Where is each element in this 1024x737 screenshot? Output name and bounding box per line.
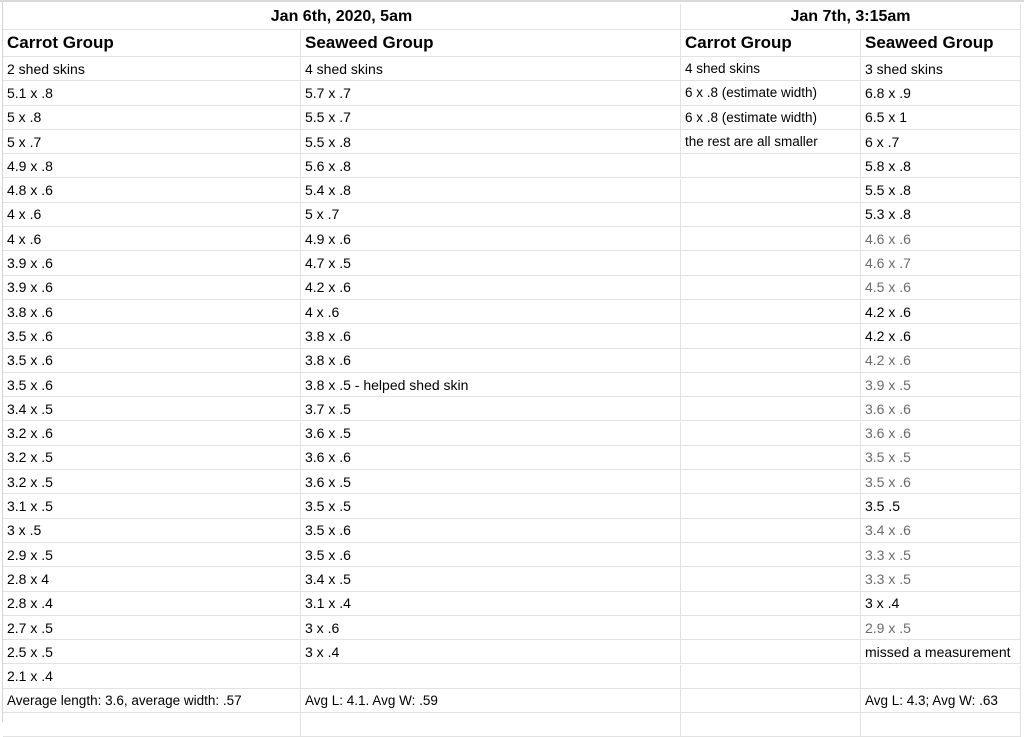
averages-row — [3, 689, 1021, 713]
cell-carrot-jan6[interactable]: 2 shed skins — [3, 57, 301, 80]
cell-seaweed-jan7[interactable]: 4.5 x .6 — [861, 276, 1021, 299]
cell-carrot-jan7[interactable] — [681, 300, 861, 323]
cell-carrot-jan7[interactable] — [681, 616, 861, 639]
cell-carrot-jan6[interactable]: 4.8 x .6 — [3, 179, 301, 202]
cell-carrot-jan7[interactable] — [681, 543, 861, 566]
cell-seaweed-jan7[interactable]: 3.3 x .5 — [861, 543, 1021, 566]
cell-carrot-jan6[interactable]: 4 x .6 — [3, 227, 301, 250]
cell-carrot-jan6[interactable]: 2.9 x .5 — [3, 543, 301, 566]
header-seaweed-jan7[interactable]: Seaweed Group — [861, 30, 1021, 56]
cell-carrot-jan6[interactable]: 3.5 x .6 — [3, 349, 301, 372]
cell-seaweed-jan7[interactable]: missed a measurement — [861, 640, 1021, 663]
cell-seaweed-jan7[interactable]: 5.8 x .8 — [861, 154, 1021, 177]
cell-seaweed-jan6[interactable]: 5.7 x .7 — [301, 81, 681, 104]
cell-seaweed-jan6[interactable]: 4.2 x .6 — [301, 276, 681, 299]
cell-carrot-jan6[interactable]: 3 x .5 — [3, 519, 301, 542]
cell-seaweed-jan6[interactable]: 4 shed skins — [301, 57, 681, 80]
cell-seaweed-jan7[interactable]: 3.5 x .6 — [861, 470, 1021, 493]
header-carrot-jan7[interactable]: Carrot Group — [681, 30, 861, 56]
cell-carrot-jan7[interactable] — [681, 324, 861, 347]
cell-carrot-jan6[interactable]: 4.9 x .8 — [3, 154, 301, 177]
cell-seaweed-jan6[interactable]: 5.5 x .8 — [301, 130, 681, 153]
cell-carrot-jan7[interactable] — [681, 592, 861, 615]
cell-seaweed-jan6[interactable]: 5.4 x .8 — [301, 179, 681, 202]
cell-seaweed-jan7[interactable]: 4.2 x .6 — [861, 300, 1021, 323]
cell-seaweed-jan7[interactable]: 5.5 x .8 — [861, 179, 1021, 202]
empty-cell[interactable] — [861, 713, 1021, 736]
cell-seaweed-jan7[interactable]: 3.4 x .6 — [861, 519, 1021, 542]
cell-seaweed-jan7[interactable]: 3.5 x .5 — [861, 446, 1021, 469]
cell-carrot-jan7[interactable] — [681, 640, 861, 663]
cell-carrot-jan6[interactable]: 2.5 x .5 — [3, 640, 301, 663]
cell-carrot-jan7[interactable] — [681, 349, 861, 372]
group-header-row — [3, 30, 1021, 57]
cell-carrot-jan7[interactable]: 6 x .8 (estimate width) — [681, 106, 861, 129]
cell-seaweed-jan7[interactable]: 4.6 x .7 — [861, 251, 1021, 274]
cell-seaweed-jan6[interactable] — [301, 665, 681, 688]
cell-seaweed-jan6[interactable]: 3.6 x .5 — [301, 422, 681, 445]
table-row — [3, 324, 1021, 348]
cell-seaweed-jan6[interactable]: 5.6 x .8 — [301, 154, 681, 177]
cell-carrot-jan6[interactable]: 3.1 x .5 — [3, 494, 301, 517]
cell-seaweed-jan6[interactable]: 3.8 x .6 — [301, 324, 681, 347]
cell-seaweed-jan6[interactable]: 5.5 x .7 — [301, 106, 681, 129]
table-row — [3, 373, 1021, 397]
table-row — [3, 203, 1021, 227]
table-row — [3, 567, 1021, 591]
cell-carrot-jan7[interactable] — [681, 373, 861, 396]
table-row — [3, 665, 1021, 689]
cell-carrot-jan7[interactable] — [681, 470, 861, 493]
header-carrot-jan6[interactable]: Carrot Group — [3, 30, 301, 56]
cell-carrot-jan6[interactable]: 2.7 x .5 — [3, 616, 301, 639]
date-header-row — [3, 4, 1021, 30]
empty-cell[interactable] — [681, 713, 861, 736]
empty-cell[interactable] — [301, 713, 681, 736]
cell-seaweed-jan6[interactable]: 3.7 x .5 — [301, 397, 681, 420]
table-row — [3, 397, 1021, 421]
cell-carrot-jan6[interactable]: 3.2 x .5 — [3, 446, 301, 469]
cell-seaweed-jan6[interactable]: 3.8 x .5 - helped shed skin — [301, 373, 681, 396]
average-carrot-jan7[interactable] — [681, 689, 861, 712]
table-row — [3, 640, 1021, 664]
cell-carrot-jan7[interactable] — [681, 519, 861, 542]
cell-carrot-jan7[interactable]: 4 shed skins — [681, 57, 861, 80]
table-row — [3, 519, 1021, 543]
cell-seaweed-jan6[interactable]: 3.1 x .4 — [301, 592, 681, 615]
cell-seaweed-jan6[interactable]: 4 x .6 — [301, 300, 681, 323]
cell-carrot-jan6[interactable]: 3.2 x .5 — [3, 470, 301, 493]
cell-carrot-jan7[interactable] — [681, 494, 861, 517]
cell-carrot-jan7[interactable] — [681, 179, 861, 202]
cell-carrot-jan6[interactable]: 3.9 x .6 — [3, 251, 301, 274]
cell-seaweed-jan7[interactable]: 4.6 x .6 — [861, 227, 1021, 250]
table-row — [3, 154, 1021, 178]
table-row — [3, 300, 1021, 324]
cell-carrot-jan6[interactable]: 5 x .7 — [3, 130, 301, 153]
table-row — [3, 470, 1021, 494]
table-row — [3, 349, 1021, 373]
cell-carrot-jan7[interactable] — [681, 397, 861, 420]
table-row — [3, 251, 1021, 275]
table-row — [3, 494, 1021, 518]
average-carrot-jan6[interactable]: Average length: 3.6, average width: .57 — [3, 689, 301, 712]
cell-carrot-jan7[interactable] — [681, 203, 861, 226]
cell-carrot-jan7[interactable] — [681, 422, 861, 445]
table-row — [3, 81, 1021, 105]
cell-carrot-jan6[interactable]: 3.5 x .6 — [3, 324, 301, 347]
average-seaweed-jan6[interactable]: Avg L: 4.1. Avg W: .59 — [301, 689, 681, 712]
table-row — [3, 616, 1021, 640]
date-header-jan6[interactable] — [3, 4, 681, 29]
cell-seaweed-jan7[interactable]: 3 x .4 — [861, 592, 1021, 615]
cell-seaweed-jan7[interactable]: 6.8 x .9 — [861, 81, 1021, 104]
table-row — [3, 227, 1021, 251]
date-header-jan7-label: Jan 7th, 3:15am — [790, 7, 911, 25]
table-row — [3, 592, 1021, 616]
cell-seaweed-jan6[interactable]: 3.6 x .5 — [301, 470, 681, 493]
cell-carrot-jan7[interactable] — [681, 567, 861, 590]
cell-carrot-jan7[interactable]: 6 x .8 (estimate width) — [681, 81, 861, 104]
cell-carrot-jan6[interactable]: 3.4 x .5 — [3, 397, 301, 420]
table-row — [3, 446, 1021, 470]
table-row — [3, 57, 1021, 81]
cell-seaweed-jan6[interactable]: 5 x .7 — [301, 203, 681, 226]
date-header-jan7[interactable] — [681, 4, 1021, 29]
cell-seaweed-jan6[interactable]: 3 x .6 — [301, 616, 681, 639]
empty-row — [3, 713, 1021, 737]
table-row — [3, 422, 1021, 446]
cell-carrot-jan6[interactable]: 3.2 x .6 — [3, 422, 301, 445]
cell-carrot-jan7[interactable] — [681, 276, 861, 299]
cell-carrot-jan6[interactable]: 4 x .6 — [3, 203, 301, 226]
cell-seaweed-jan6[interactable]: 3 x .4 — [301, 640, 681, 663]
cell-seaweed-jan7[interactable]: 4.2 x .6 — [861, 349, 1021, 372]
cell-seaweed-jan6[interactable]: 4.7 x .5 — [301, 251, 681, 274]
cell-carrot-jan7[interactable] — [681, 446, 861, 469]
table-row — [3, 130, 1021, 154]
cell-carrot-jan6[interactable]: 5.1 x .8 — [3, 81, 301, 104]
cell-seaweed-jan6[interactable]: 4.9 x .6 — [301, 227, 681, 250]
average-seaweed-jan7[interactable]: Avg L: 4.3; Avg W: .63 — [861, 689, 1021, 712]
cell-carrot-jan7[interactable] — [681, 251, 861, 274]
cell-seaweed-jan6[interactable]: 3.4 x .5 — [301, 567, 681, 590]
date-header-jan6-label: Jan 6th, 2020, 5am — [270, 7, 413, 25]
cell-carrot-jan6[interactable]: 3.5 x .6 — [3, 373, 301, 396]
cell-carrot-jan6[interactable]: 3.8 x .6 — [3, 300, 301, 323]
cell-seaweed-jan7[interactable]: 3.5 .5 — [861, 494, 1021, 517]
table-row — [3, 179, 1021, 203]
cell-carrot-jan6[interactable]: 3.9 x .6 — [3, 276, 301, 299]
cell-carrot-jan7[interactable] — [681, 665, 861, 688]
cell-seaweed-jan7[interactable]: 3.9 x .5 — [861, 373, 1021, 396]
empty-cell[interactable] — [3, 713, 301, 736]
cell-carrot-jan7[interactable] — [681, 154, 861, 177]
cell-seaweed-jan7[interactable]: 3.3 x .5 — [861, 567, 1021, 590]
cell-seaweed-jan7[interactable]: 2.9 x .5 — [861, 616, 1021, 639]
header-seaweed-jan6[interactable]: Seaweed Group — [301, 30, 681, 56]
cell-seaweed-jan6[interactable]: 3.8 x .6 — [301, 349, 681, 372]
cell-seaweed-jan7[interactable]: 6.5 x 1 — [861, 106, 1021, 129]
table-row — [3, 543, 1021, 567]
cell-seaweed-jan7[interactable]: 4.2 x .6 — [861, 324, 1021, 347]
cell-carrot-jan6[interactable]: 2.8 x 4 — [3, 567, 301, 590]
cell-seaweed-jan7[interactable]: 3.6 x .6 — [861, 422, 1021, 445]
table-row — [3, 276, 1021, 300]
cell-seaweed-jan7[interactable]: 5.3 x .8 — [861, 203, 1021, 226]
cell-seaweed-jan7[interactable] — [861, 665, 1021, 688]
cell-seaweed-jan7[interactable]: 6 x .7 — [861, 130, 1021, 153]
cell-carrot-jan6[interactable]: 2.1 x .4 — [3, 665, 301, 688]
cell-carrot-jan7[interactable] — [681, 227, 861, 250]
cell-seaweed-jan7[interactable]: 3.6 x .6 — [861, 397, 1021, 420]
table-row — [3, 106, 1021, 130]
cell-seaweed-jan6[interactable]: 3.5 x .6 — [301, 519, 681, 542]
cell-seaweed-jan6[interactable]: 3.6 x .6 — [301, 446, 681, 469]
cell-carrot-jan6[interactable]: 5 x .8 — [3, 106, 301, 129]
cell-seaweed-jan6[interactable]: 3.5 x .6 — [301, 543, 681, 566]
cell-seaweed-jan7[interactable]: 3 shed skins — [861, 57, 1021, 80]
cell-carrot-jan7[interactable]: the rest are all smaller — [681, 130, 861, 153]
cell-seaweed-jan6[interactable]: 3.5 x .5 — [301, 494, 681, 517]
cell-carrot-jan6[interactable]: 2.8 x .4 — [3, 592, 301, 615]
